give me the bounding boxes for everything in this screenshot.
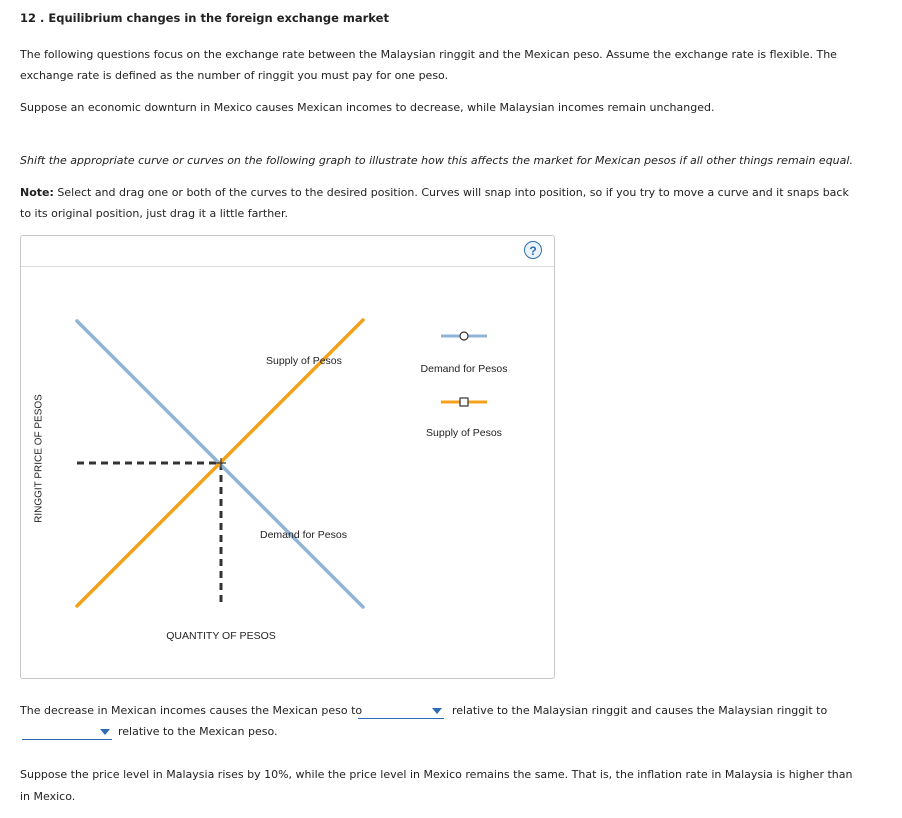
legend-supply-square-icon[interactable] (460, 398, 468, 406)
note-label: Note: (20, 186, 54, 199)
note-text: Select and drag one or both of the curves to the desired position. Curves will snap into position, so if you try to move a curve and it snaps back (53, 186, 849, 199)
intro-text-line2: exchange rate is defined as the number of ringgit you must pay for one peso. (20, 69, 449, 82)
graph-canvas (21, 236, 554, 678)
ringgit-change-dropdown[interactable] (22, 725, 112, 740)
answer-line2-suffix: relative to the Mexican peso. (118, 725, 278, 738)
y-axis-label: RINGGIT PRICE OF PESOS (33, 394, 45, 523)
legend-supply-label: Supply of Pesos (426, 427, 502, 439)
supply-curve-label: Supply of Pesos (266, 355, 342, 367)
peso-change-dropdown[interactable] (358, 704, 444, 719)
legend-demand-circle-icon[interactable] (460, 332, 468, 340)
help-icon[interactable]: ? (524, 241, 542, 259)
chevron-down-icon (432, 708, 442, 714)
question-title: 12 . Equilibrium changes in the foreign exchange market (20, 11, 389, 25)
note-line2: to its original position, just drag it a little farther. (20, 207, 288, 220)
followup-line2: in Mexico. (20, 790, 76, 803)
answer-line1-prefix: The decrease in Mexican incomes causes the Mexican peso to (20, 704, 363, 717)
chevron-down-icon (100, 729, 110, 735)
answer-line1-suffix: relative to the Malaysian ringgit and causes the Malaysian ringgit to (452, 704, 828, 717)
graph-panel (20, 235, 555, 679)
note-line1 (20, 182, 849, 203)
intro-text-line1: The following questions focus on the exchange rate between the Malaysian ringgit and the Mexican peso. Assume the exchange rate is flexible. The (20, 48, 837, 61)
scenario-text: Suppose an economic downturn in Mexico causes Mexican incomes to decrease, while Malaysian incomes remain unchanged. (20, 101, 715, 114)
x-axis-label: QUANTITY OF PESOS (166, 630, 276, 642)
followup-line1: Suppose the price level in Malaysia rises by 10%, while the price level in Mexico remains the same. That is, the inflation rate in Malaysia is higher than (20, 768, 853, 781)
legend-demand-label: Demand for Pesos (420, 363, 508, 375)
instruction-text: Shift the appropriate curve or curves on the following graph to illustrate how this affects the market for Mexican pesos if all other things remain equal. (20, 154, 853, 167)
demand-curve-label: Demand for Pesos (260, 529, 347, 541)
